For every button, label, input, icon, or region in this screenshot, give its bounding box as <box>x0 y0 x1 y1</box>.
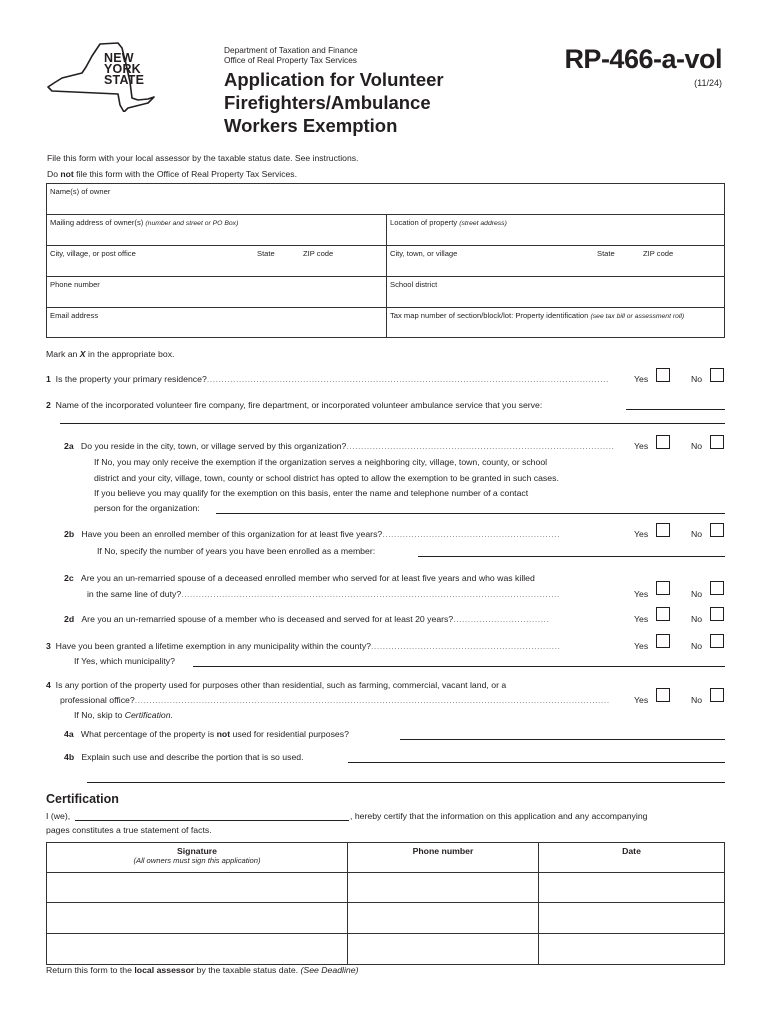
city-village-post-office-field[interactable]: City, village, or post office State ZIP code <box>47 246 387 277</box>
phone-column-header: Phone number <box>348 843 539 873</box>
q2a-note-line-4: person for the organization: <box>94 503 200 513</box>
q3-note: If Yes, which municipality? <box>74 656 175 666</box>
q2c-yes-label: Yes <box>634 589 649 599</box>
signature-cell[interactable] <box>47 903 348 934</box>
question-2a: 2a Do you reside in the city, town, or village served by this organization?............................................................................................ <box>64 441 615 451</box>
q2a-note-line-1: If No, you may only receive the exemption if the organization serves a neighboring city, village, town, county, or school <box>94 457 548 467</box>
owner-name-field[interactable]: Name(s) of owner <box>47 184 724 215</box>
question-2: 2 Name of the incorporated volunteer fire company, fire department, or incorporated volunteer ambulance service that you serve: <box>46 400 543 410</box>
q1-no-label: No <box>691 374 703 384</box>
form-number: RP-466-a-vol <box>564 44 722 74</box>
certification-statement-2: pages constitutes a true statement of facts. <box>46 825 212 835</box>
q2d-yes-label: Yes <box>634 614 649 624</box>
tax-map-number-field[interactable]: Tax map number of section/block/lot: Property identification (see tax bill or assessment roll) <box>390 311 685 320</box>
question-4: 4 Is any portion of the property used for purposes other than residential, such as farming, commercial, vacant land, or a <box>46 680 507 690</box>
q3-no-label: No <box>691 641 703 651</box>
question-1: 1 Is the property your primary residence?.......................................................................................................................................... <box>46 374 609 384</box>
signature-column-header: Signature (All owners must sign this application) <box>47 843 348 873</box>
q2d-no-label: No <box>691 614 703 624</box>
q3-municipality-line[interactable] <box>193 666 725 667</box>
mark-x-instruction: Mark an X in the appropriate box. <box>46 349 175 359</box>
q4-yes-label: Yes <box>634 695 649 705</box>
q2b-yes-checkbox[interactable] <box>656 523 670 537</box>
signature-cell[interactable] <box>47 873 348 903</box>
q2b-years-enrolled-line[interactable] <box>418 556 725 557</box>
q3-no-checkbox[interactable] <box>710 634 724 648</box>
date-cell[interactable] <box>539 903 725 934</box>
signature-table <box>46 842 725 965</box>
q2d-no-checkbox[interactable] <box>710 607 724 621</box>
question-4b: 4b Explain such use and describe the portion that is so used. <box>64 752 304 762</box>
q2a-no-label: No <box>691 441 703 451</box>
q4b-explanation-line-2[interactable] <box>87 782 725 783</box>
q2b-note: If No, specify the number of years you have been enrolled as a member: <box>97 546 376 556</box>
q2a-contact-person-line[interactable] <box>216 513 725 514</box>
school-district-field[interactable]: School district <box>387 277 724 308</box>
q2a-note-line-3: If you believe you may qualify for the exemption on this basis, enter the name and telephone number of a contact <box>94 488 529 498</box>
q2c-yes-checkbox[interactable] <box>656 581 670 595</box>
question-2c: 2c Are you an un-remarried spouse of a deceased enrolled member who served for at least five years and who was killed <box>64 573 535 583</box>
return-instruction: Return this form to the local assessor by the taxable status date. (See Deadline) <box>46 965 359 975</box>
instruction-file-with-assessor: File this form with your local assessor by the taxable status date. See instructions. <box>47 153 359 163</box>
question-4a: 4a What percentage of the property is not used for residential purposes? <box>64 729 349 739</box>
certification-name-line[interactable] <box>75 820 349 821</box>
date-cell[interactable] <box>539 873 725 903</box>
q2b-no-checkbox[interactable] <box>710 523 724 537</box>
city-town-village-field[interactable]: City, town, or village State ZIP code <box>387 246 724 277</box>
certification-heading: Certification <box>46 792 119 806</box>
q4-no-checkbox[interactable] <box>710 688 724 702</box>
question-3: 3 Have you been granted a lifetime exemption in any municipality within the county?................................................................. <box>46 641 561 651</box>
q2a-yes-label: Yes <box>634 441 649 451</box>
instruction-do-not-file: Do not file this form with the Office of Real Property Tax Services. <box>47 169 297 179</box>
q4a-percentage-line[interactable] <box>400 739 725 740</box>
q3-yes-label: Yes <box>634 641 649 651</box>
question-4-line-2: professional office?................................................................................................................................................................... <box>60 695 610 705</box>
form-revision: (11/24) <box>694 78 722 88</box>
q2c-no-label: No <box>691 589 703 599</box>
form-title: Application for Volunteer Firefighters/Ambulance Workers Exemption <box>224 69 444 136</box>
mailing-address-field[interactable]: Mailing address of owner(s) (number and street or PO Box) <box>47 215 387 246</box>
q2a-no-checkbox[interactable] <box>710 435 724 449</box>
q1-yes-label: Yes <box>634 374 649 384</box>
question-2c-line-2: in the same line of duty?.................................................................................................................................. <box>87 589 560 599</box>
q1-yes-checkbox[interactable] <box>656 368 670 382</box>
question-2d: 2d Are you an un-remarried spouse of a member who is deceased and served for at least 20 years?................................. <box>64 614 550 624</box>
property-location-field[interactable]: Location of property (street address) <box>387 215 724 246</box>
date-column-header: Date <box>539 843 725 873</box>
q2d-yes-checkbox[interactable] <box>656 607 670 621</box>
certification-i-we: I (we), <box>46 811 71 821</box>
q2-organization-name-line[interactable] <box>626 409 725 410</box>
q4-no-label: No <box>691 695 703 705</box>
q3-yes-checkbox[interactable] <box>656 634 670 648</box>
q4b-explanation-line[interactable] <box>348 762 725 763</box>
email-address-field[interactable]: Email address <box>47 308 387 337</box>
q2b-yes-label: Yes <box>634 529 649 539</box>
certification-statement: , hereby certify that the information on this application and any accompanying <box>350 811 648 821</box>
question-2b: 2b Have you been an enrolled member of this organization for at least five years?............................................................. <box>64 529 560 539</box>
q4-note: If No, skip to Certification. <box>74 710 173 720</box>
q4-yes-checkbox[interactable] <box>656 688 670 702</box>
q2a-yes-checkbox[interactable] <box>656 435 670 449</box>
new-york-state-logo-text: NEW YORK STATE <box>104 51 145 87</box>
q2c-no-checkbox[interactable] <box>710 581 724 595</box>
q1-no-checkbox[interactable] <box>710 368 724 382</box>
phone-cell[interactable] <box>348 903 539 934</box>
phone-cell[interactable] <box>348 873 539 903</box>
signature-cell[interactable] <box>47 934 348 965</box>
q2b-no-label: No <box>691 529 703 539</box>
q2a-note-line-2: district and your city, village, town, county or school district has opted to allow the exemption to be granted in such cases. <box>94 473 559 483</box>
phone-number-field[interactable]: Phone number <box>47 277 387 308</box>
department-name: Department of Taxation and Finance Office of Real Property Tax Services <box>224 45 358 65</box>
date-cell[interactable] <box>539 934 725 965</box>
owner-information-grid <box>46 183 725 338</box>
phone-cell[interactable] <box>348 934 539 965</box>
q2-organization-name-line-2[interactable] <box>60 423 725 424</box>
